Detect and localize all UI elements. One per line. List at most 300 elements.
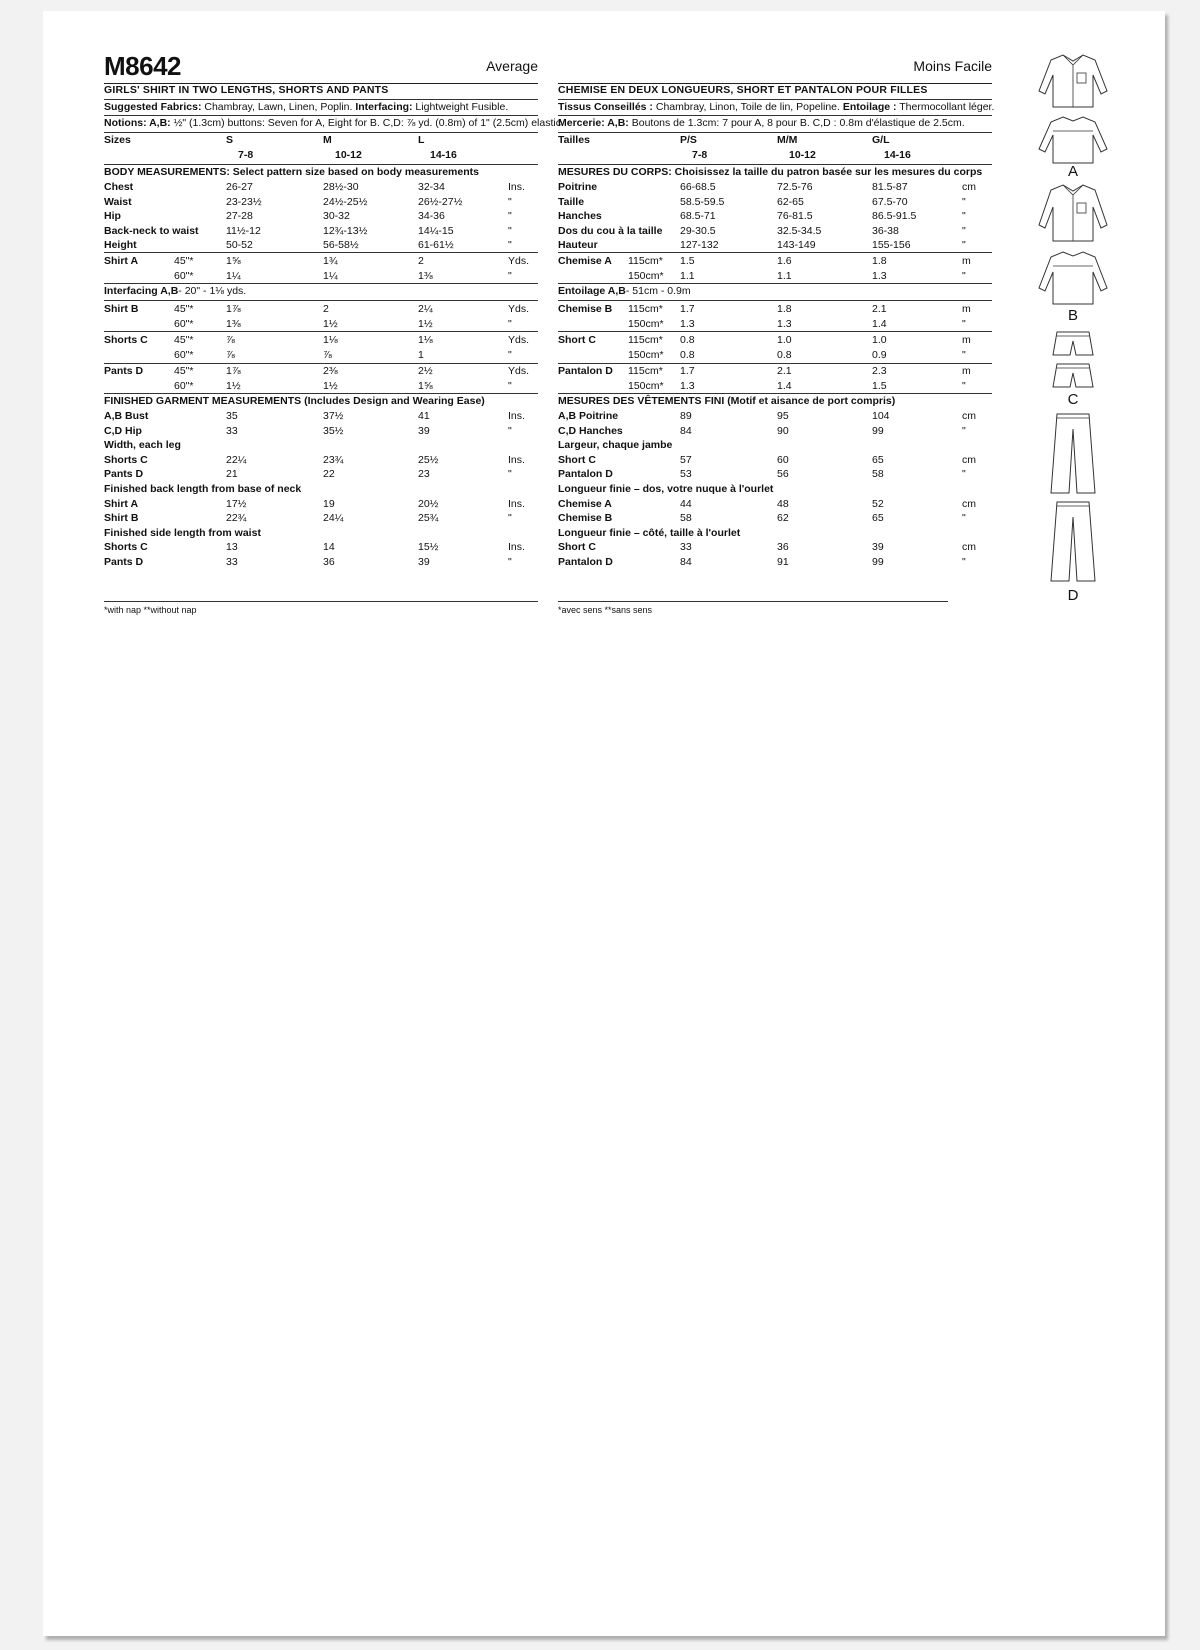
finished-cell: Shirt A — [104, 497, 139, 510]
finished-cell: 58 — [872, 468, 884, 481]
yardage-row-cell: 2½ — [418, 365, 433, 377]
interfacing-text: Thermocollant léger. — [896, 101, 995, 113]
finished-subheading — [104, 526, 538, 541]
body-measurement-row — [104, 209, 538, 224]
yardage-row-cell: 1.4 — [872, 317, 887, 330]
difficulty-level: Moins Facile — [913, 58, 992, 74]
yardage-row-cell: m — [962, 365, 971, 377]
body-measurement-row-cell: 36-38 — [872, 224, 899, 237]
size-range: 14-16 — [884, 149, 911, 161]
yardage-row-cell: 1.3 — [680, 317, 695, 330]
finished-cell: 57 — [680, 453, 692, 466]
yardage-row — [558, 333, 992, 348]
body-measurement-row-cell: 11½-12 — [226, 224, 261, 237]
body-measurement-row-cell: 86.5-91.5 — [872, 210, 917, 222]
yardage-row-cell: " — [508, 269, 512, 282]
yardage-row-cell: m — [962, 334, 971, 346]
body-measurement-row-cell: 24½-25½ — [323, 195, 368, 208]
body-measurement-row-cell: 29-30.5 — [680, 224, 716, 237]
finished-cell: 39 — [418, 556, 430, 568]
body-measurement-row-cell: 155-156 — [872, 239, 911, 251]
view-label-c: C — [1067, 391, 1079, 408]
finished-subheading-text: Width, each leg — [104, 439, 181, 452]
yardage-row-cell: 2¼ — [418, 303, 433, 315]
body-measurement-row-cell: 76-81.5 — [777, 210, 813, 222]
body-measurement-row-cell: cm — [962, 181, 976, 193]
body-measurement-row-cell: 72.5-76 — [777, 181, 813, 193]
yardage-row-cell: 60"* — [174, 379, 194, 392]
finished-cell: 44 — [680, 497, 692, 510]
body-measurement-row-cell: Hip — [104, 210, 121, 222]
finished-cell: 24¼ — [323, 512, 344, 525]
interfacing-label: Interfacing: — [355, 101, 413, 113]
size-range: 7-8 — [238, 149, 254, 161]
body-measurement-row-cell: 12¾-13½ — [323, 224, 368, 237]
body-measurement-row-cell: Chest — [104, 181, 134, 193]
yardage-row-cell: Chemise B — [558, 303, 613, 315]
yardage-row — [558, 269, 992, 284]
finished-cell: " — [508, 512, 512, 525]
interfacing-yardage-amount-row — [104, 284, 538, 299]
finished-cell: 84 — [680, 556, 692, 568]
yardage-row-cell: 1.7 — [680, 365, 695, 377]
yardage-row — [558, 302, 992, 317]
finished-cell: Ins. — [508, 541, 525, 554]
divider — [104, 252, 538, 253]
body-measurement-row-cell: Hauteur — [558, 239, 598, 251]
finished-cell: 95 — [777, 410, 789, 422]
yardage-row-cell: 1.3 — [777, 317, 792, 330]
yardage-row-cell: 1½ — [323, 317, 338, 330]
finished-cell: A,B Poitrine — [558, 410, 619, 422]
divider — [558, 252, 992, 253]
yardage-row — [558, 364, 992, 379]
fabrics-line — [558, 101, 995, 113]
finished-measurements-heading: MESURES DES VÊTEMENTS FINI (Motif et aisance de port compris) — [558, 395, 896, 407]
yardage-row-cell: 1.7 — [680, 303, 695, 315]
yardage-row-cell: 1¾ — [323, 255, 338, 267]
yardage-row-cell: " — [962, 269, 966, 282]
finished-cell: cm — [962, 497, 976, 510]
size-range: 7-8 — [692, 149, 708, 161]
body-measurement-row-cell: Taille — [558, 195, 585, 208]
yardage-row — [104, 317, 538, 332]
yardage-row-cell: " — [962, 348, 966, 361]
yardage-row-cell: 150cm* — [628, 348, 664, 361]
yardage-row — [104, 348, 538, 363]
finished-cell: 99 — [872, 556, 884, 568]
yardage-row-cell: " — [508, 379, 512, 392]
finished-cell: Shorts C — [104, 541, 148, 554]
yardage-row-cell: 150cm* — [628, 379, 664, 392]
yardage-row-cell: 115cm* — [628, 255, 663, 267]
finished-measurement-row — [558, 424, 992, 439]
yardage-row-cell: 1.5 — [680, 255, 695, 267]
yardage-row-cell: 1⅝ — [418, 379, 433, 392]
finished-measurement-row — [558, 511, 992, 526]
body-measurement-row-cell: 127-132 — [680, 239, 719, 251]
yardage-row-cell: 1.6 — [777, 255, 792, 267]
yardage-row-cell: 1½ — [418, 317, 433, 330]
yardage-row-cell: 1⅞ — [226, 303, 241, 315]
finished-cell: Short C — [558, 453, 596, 466]
finished-measurement-row — [558, 497, 992, 512]
finished-cell: Ins. — [508, 453, 525, 466]
yardage-row-cell: 150cm* — [628, 317, 664, 330]
pattern-number: M8642 — [104, 51, 181, 81]
finished-measurement-row — [104, 555, 538, 570]
yardage-row-cell: 1⅜ — [226, 317, 241, 330]
body-measurement-row-cell: 30-32 — [323, 210, 350, 222]
sizes-range — [104, 148, 538, 163]
size-letter: M — [323, 134, 332, 146]
finished-cell: 48 — [777, 497, 789, 510]
finished-cell: 104 — [872, 410, 890, 422]
notions-text: Boutons de 1.3cm: 7 pour A, 8 pour B. C,D : 0.8m d'élastique de 2.5cm. — [628, 117, 965, 129]
divider — [104, 331, 538, 332]
finished-cell: 15½ — [418, 541, 439, 554]
body-measurement-row-cell: 34-36 — [418, 210, 445, 222]
finished-measurement-row — [104, 511, 538, 526]
yardage-row-cell: ⅞ — [226, 334, 235, 346]
body-measurement-row-cell: 62-65 — [777, 195, 804, 208]
finished-cell: Ins. — [508, 410, 525, 422]
body-measurement-row-cell: Waist — [104, 195, 132, 208]
finished-measurement-row — [558, 467, 992, 482]
size-letter: M/M — [777, 134, 798, 146]
sizes-range — [558, 148, 992, 163]
finished-cell: 33 — [680, 541, 692, 554]
finished-cell: 60 — [777, 453, 789, 466]
yardage-row-cell: 1.0 — [777, 334, 792, 346]
footnote: *avec sens **sans sens — [558, 605, 653, 615]
yardage-row-cell: 45"* — [174, 303, 194, 315]
yardage-row-cell: 0.8 — [680, 334, 695, 346]
yardage-row-cell: 2⅜ — [323, 365, 338, 377]
finished-cell: 65 — [872, 453, 884, 466]
divider — [104, 115, 538, 116]
yardage-row-cell: Yds. — [508, 303, 530, 315]
shorts-front-sketch — [1033, 329, 1113, 359]
yardage-row-cell: 60"* — [174, 269, 194, 282]
view-label-b: B — [1067, 307, 1078, 324]
yardage-row-cell: 45"* — [174, 365, 194, 377]
finished-cell: 22 — [323, 468, 335, 481]
finished-cell: cm — [962, 453, 976, 466]
yardage-row-cell: 0.9 — [872, 348, 887, 361]
yardage-row-cell: 1.3 — [872, 269, 887, 282]
finished-subheading-text: Finished back length from base of neck — [104, 483, 302, 495]
finished-cell: 25½ — [418, 453, 439, 466]
finished-cell: Chemise B — [558, 512, 613, 525]
body-measurement-row-cell: " — [962, 210, 966, 222]
yardage-row — [104, 364, 538, 379]
yardage-row-cell: 0.8 — [777, 348, 792, 361]
sizes-label: Tailles — [558, 134, 590, 146]
yardage-row-cell: 1¼ — [323, 269, 338, 282]
yardage-row-cell: 45"* — [174, 334, 194, 346]
yardage-row-cell: 1.8 — [872, 255, 887, 267]
finished-measurement-row — [104, 409, 538, 424]
finished-subheading — [558, 526, 992, 541]
body-measurement-row-cell: Height — [104, 239, 137, 251]
finished-cell: 23¾ — [323, 453, 344, 466]
view-illustrations — [1033, 51, 1113, 641]
yardage-row-cell: m — [962, 303, 971, 315]
body-measurement-row-cell: Dos du cou à la taille — [558, 224, 663, 237]
finished-cell: 35 — [226, 410, 238, 422]
yardage-row-cell: 115cm* — [628, 365, 663, 377]
size-range: 10-12 — [789, 149, 816, 161]
yardage-row — [104, 379, 538, 394]
interfacing-yardage-amount: - 51cm - 0.9m — [625, 285, 691, 297]
interfacing-yardage-amount-row — [558, 284, 992, 299]
finished-cell: 25¾ — [418, 512, 439, 525]
finished-cell: 36 — [777, 541, 789, 554]
body-measurement-row-cell: 68.5-71 — [680, 210, 716, 222]
finished-cell: A,B Bust — [104, 410, 149, 422]
finished-cell: " — [962, 556, 966, 568]
body-measurement-row-cell: " — [962, 239, 966, 251]
finished-measurements-heading: FINISHED GARMENT MEASUREMENTS (Includes Design and Wearing Ease) — [104, 395, 485, 407]
yardage-row — [558, 254, 992, 269]
yardage-row — [104, 269, 538, 284]
finished-cell: 21 — [226, 468, 238, 481]
yardage-row-cell: 1.0 — [872, 334, 887, 346]
body-measurement-row-cell: 81.5-87 — [872, 181, 908, 193]
divider — [104, 99, 538, 100]
yardage-row-cell: Shorts C — [104, 334, 148, 346]
finished-cell: 33 — [226, 424, 238, 437]
body-measurement-row — [104, 180, 538, 195]
yardage-row-cell: m — [962, 255, 971, 267]
view-label-d: D — [1067, 587, 1079, 604]
yardage-row-cell: Yds. — [508, 255, 530, 267]
yardage-row-cell: 1½ — [323, 379, 338, 392]
size-letter: S — [226, 134, 234, 146]
pattern-title: CHEMISE EN DEUX LONGUEURS, SHORT ET PANTALON POUR FILLES — [558, 84, 928, 96]
finished-subheading-text: Longueur finie – côté, taille à l'ourlet — [558, 526, 741, 539]
yardage-row-cell: Short C — [558, 334, 596, 346]
divider — [558, 115, 992, 116]
finished-measurement-row — [104, 540, 538, 555]
finished-cell: Pants D — [104, 556, 144, 568]
shirt-back-sketch — [1033, 113, 1113, 165]
shorts-back-sketch — [1033, 361, 1113, 391]
finished-cell: C,D Hip — [104, 424, 142, 437]
body-measurement-row-cell: " — [508, 224, 512, 237]
finished-cell: " — [962, 512, 966, 525]
body-measurement-row-cell: Ins. — [508, 181, 525, 193]
yardage-row-cell: " — [962, 379, 966, 392]
finished-cell: Shorts C — [104, 453, 148, 466]
interfacing-label: Entoilage : — [842, 101, 897, 113]
finished-cell: 22¼ — [226, 453, 247, 466]
size-range: 10-12 — [335, 149, 362, 161]
yardage-row-cell: 1⅛ — [418, 334, 433, 346]
pants-back-sketch — [1033, 499, 1113, 585]
yardage-row-cell: ⅞ — [323, 348, 332, 361]
yardage-row-cell: 2.1 — [777, 365, 792, 377]
finished-subheading — [558, 482, 992, 497]
yardage-row-cell: 115cm* — [628, 334, 663, 346]
interfacing-text: Lightweight Fusible. — [412, 101, 509, 113]
yardage-row-cell: Yds. — [508, 365, 530, 377]
yardage-row-cell: 1.3 — [680, 379, 695, 392]
body-measurement-row-cell: " — [962, 224, 966, 237]
yardage-row-cell: 1 — [418, 348, 424, 361]
finished-cell: 17½ — [226, 497, 247, 510]
interfacing-yardage-label: Interfacing A,B — [104, 285, 179, 297]
body-measurement-row — [104, 224, 538, 239]
finished-subheading — [104, 438, 538, 453]
finished-measurement-row — [104, 467, 538, 482]
finished-cell: Chemise A — [558, 497, 612, 510]
body-measurement-row-cell: 28½-30 — [323, 181, 359, 193]
divider — [104, 300, 538, 301]
size-letter: P/S — [680, 134, 697, 146]
body-measurement-row-cell: 67.5-70 — [872, 195, 908, 208]
body-measurement-row-cell: 61-61½ — [418, 239, 454, 251]
yardage-row-cell: 1⅝ — [226, 255, 241, 267]
finished-cell: 14 — [323, 541, 335, 554]
body-measurement-row — [104, 195, 538, 210]
yardage-row-cell: Pants D — [104, 365, 144, 377]
size-range: 14-16 — [430, 149, 457, 161]
finished-cell: Shirt B — [104, 512, 139, 525]
finished-cell: 22¾ — [226, 512, 247, 525]
body-measurement-row-cell: 32-34 — [418, 181, 445, 193]
fabrics-label: Suggested Fabrics: — [104, 101, 202, 113]
yardage-row-cell: 1⅛ — [323, 334, 338, 346]
shirt-front-sketch — [1033, 51, 1113, 109]
finished-cell: 37½ — [323, 410, 344, 422]
yardage-row — [104, 254, 538, 269]
finished-cell: 62 — [777, 512, 789, 525]
fabrics-line — [104, 101, 538, 113]
finished-cell: Pants D — [104, 468, 144, 481]
finished-cell: " — [508, 556, 512, 568]
body-measurement-row-cell: 14¼-15 — [418, 224, 454, 237]
body-measurement-row-cell: Hanches — [558, 210, 602, 222]
yardage-row-cell: 1⅜ — [418, 269, 433, 282]
yardage-row-cell: ⅞ — [226, 348, 235, 361]
finished-cell: 53 — [680, 468, 692, 481]
body-measurement-row-cell: 32.5-34.5 — [777, 224, 822, 237]
body-measurement-row-cell: " — [508, 239, 512, 251]
yardage-row-cell: 2.1 — [872, 303, 887, 315]
fabrics-text: Chambray, Linon, Toile de lin, Popeline. — [652, 101, 843, 113]
long-shirt-back-sketch — [1033, 248, 1113, 306]
yardage-row — [104, 333, 538, 348]
yardage-row-cell: " — [962, 317, 966, 330]
size-letter: G/L — [872, 134, 890, 146]
body-measurement-row — [104, 238, 538, 253]
yardage-row-cell: 0.8 — [680, 348, 695, 361]
body-measurement-row-cell: 23-23½ — [226, 195, 262, 208]
finished-cell: 56 — [777, 468, 789, 481]
body-measurement-row-cell: 27-28 — [226, 210, 253, 222]
yardage-row-cell: " — [508, 317, 512, 330]
yardage-row-cell: 45"* — [174, 255, 194, 267]
yardage-row-cell: 1.8 — [777, 303, 792, 315]
finished-cell: " — [508, 468, 512, 481]
finished-cell: " — [962, 424, 966, 437]
body-measurement-row-cell: 143-149 — [777, 239, 816, 251]
body-measurement-row — [558, 209, 992, 224]
yardage-row-cell: 115cm* — [628, 303, 663, 315]
divider — [558, 331, 992, 332]
finished-cell: 23 — [418, 468, 430, 481]
finished-measurement-row — [104, 497, 538, 512]
divider — [558, 99, 992, 100]
yardage-row-cell: Pantalon D — [558, 365, 613, 377]
yardage-row-cell: 1¼ — [226, 269, 241, 282]
sizes-header — [558, 133, 992, 148]
yardage-row-cell: Shirt B — [104, 303, 139, 315]
finished-cell: Short C — [558, 541, 596, 554]
body-measurements-heading: BODY MEASUREMENTS: Select pattern size based on body measurements — [104, 166, 479, 178]
difficulty-level: Average — [486, 58, 538, 74]
finished-measurement-row — [558, 540, 992, 555]
interfacing-yardage-amount: - 20" - 1⅛ yds. — [178, 285, 247, 297]
divider — [104, 601, 538, 602]
sizes-label: Sizes — [104, 134, 131, 146]
finished-subheading — [558, 438, 992, 453]
notions-line — [104, 117, 564, 129]
finished-cell: C,D Hanches — [558, 424, 623, 437]
finished-subheading-text: Finished side length from waist — [104, 526, 261, 539]
notions-label: Notions: A,B: — [104, 117, 171, 129]
footnote: *with nap **without nap — [104, 605, 197, 615]
body-measurement-row — [558, 224, 992, 239]
body-measurement-row-cell: Back-neck to waist — [104, 224, 199, 237]
finished-cell: 65 — [872, 512, 884, 525]
size-letter: L — [418, 134, 425, 146]
view-label-a: A — [1067, 163, 1078, 180]
pants-front-sketch — [1033, 411, 1113, 497]
yardage-row-cell: 60"* — [174, 348, 194, 361]
long-shirt-front-sketch — [1033, 181, 1113, 243]
yardage-row-cell: 1.1 — [680, 269, 695, 282]
finished-cell: Pantalon D — [558, 468, 613, 481]
finished-cell: 84 — [680, 424, 692, 437]
body-measurement-row-cell: 66-68.5 — [680, 181, 716, 193]
body-measurement-row — [558, 195, 992, 210]
finished-cell: 90 — [777, 424, 789, 437]
pattern-title: GIRLS' SHIRT IN TWO LENGTHS, SHORTS AND PANTS — [104, 84, 389, 96]
body-measurement-row-cell: Poitrine — [558, 181, 598, 193]
body-measurement-row-cell: " — [508, 195, 512, 208]
finished-cell: cm — [962, 541, 976, 554]
interfacing-yardage-label: Entoilage A,B — [558, 285, 626, 297]
body-measurement-row-cell: " — [508, 210, 512, 222]
finished-measurement-row — [558, 555, 992, 570]
yardage-row — [558, 317, 992, 332]
finished-cell: 99 — [872, 424, 884, 437]
finished-cell: 36 — [323, 556, 335, 568]
yardage-row-cell: 2.3 — [872, 365, 887, 377]
body-measurement-row — [558, 238, 992, 253]
body-measurements-heading: MESURES DU CORPS: Choisissez la taille du patron basée sur les mesures du corps — [558, 166, 983, 178]
yardage-row-cell: 1⅞ — [226, 365, 241, 377]
finished-cell: 39 — [872, 541, 884, 554]
sizes-header — [104, 133, 538, 148]
notions-line — [558, 117, 992, 129]
finished-cell: " — [508, 424, 512, 437]
finished-measurement-row — [104, 424, 538, 439]
body-measurement-row-cell: 56-58½ — [323, 239, 359, 251]
